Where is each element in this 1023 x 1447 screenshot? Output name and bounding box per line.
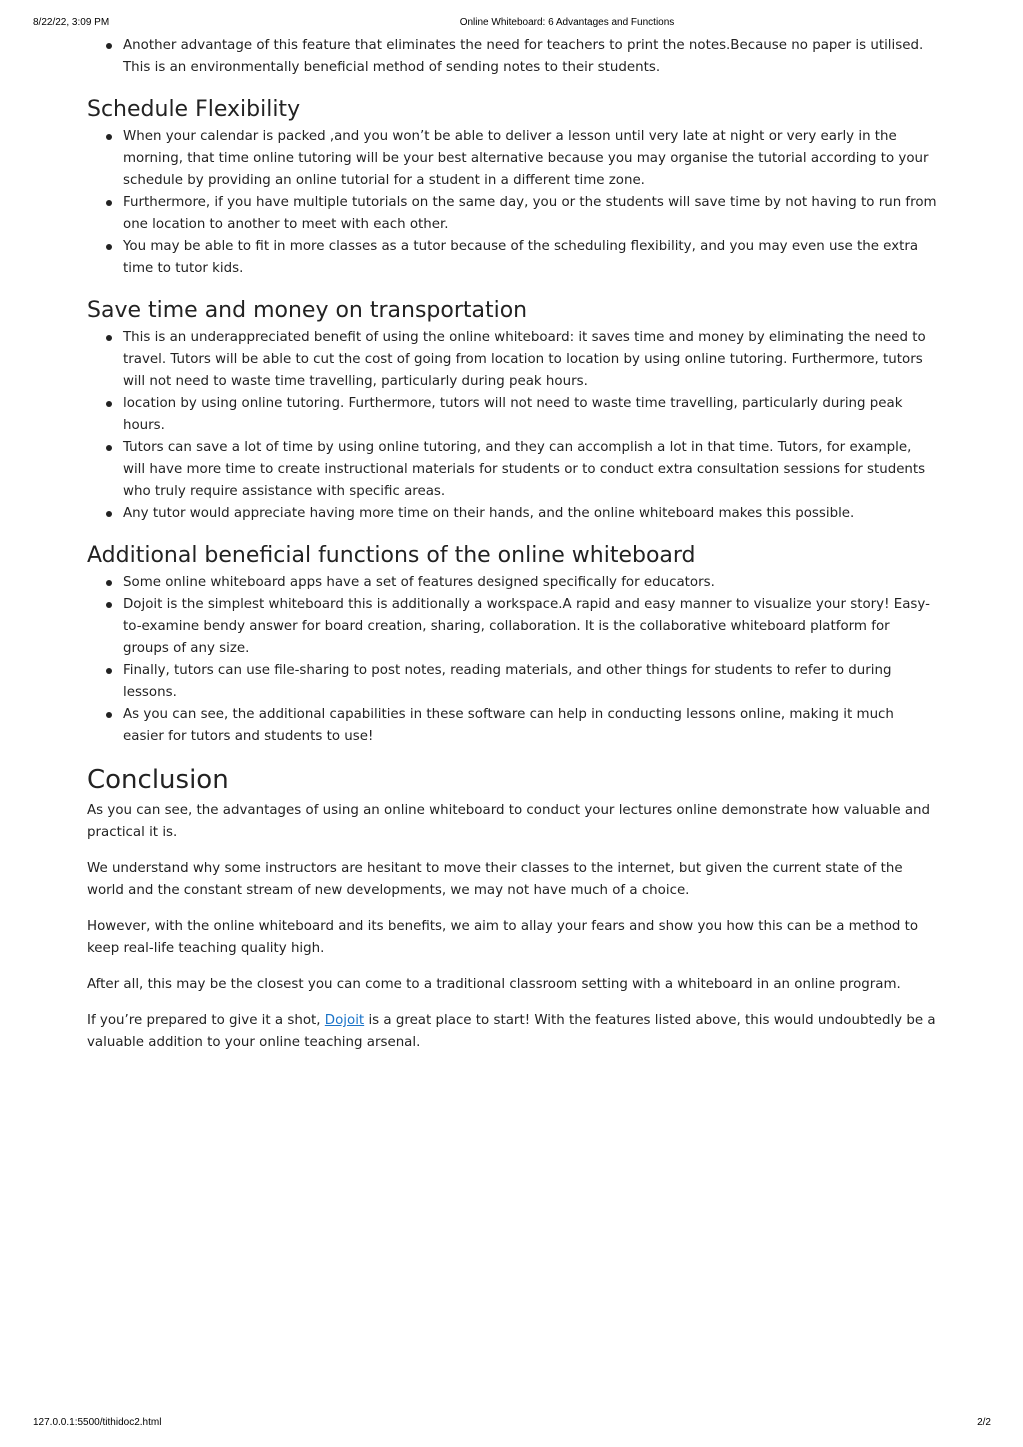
section-heading-transportation: Save time and money on transportation xyxy=(87,298,528,323)
list-item-text: Another advantage of this feature that eliminates the need for teachers to print the notes.Because no paper is utilised. This is an environmentally beneficial method of sending notes to their students. xyxy=(123,38,924,75)
bullet-icon xyxy=(106,602,112,608)
print-footer-url: 127.0.0.1:5500/tithidoc2.html xyxy=(33,1417,162,1428)
print-header-datetime: 8/22/22, 3:09 PM xyxy=(33,17,110,28)
bullet-icon xyxy=(106,200,112,206)
bullet-icon xyxy=(106,43,112,49)
list-item xyxy=(123,393,937,437)
list-item-text: As you can see, the additional capabilities in these software can help in conducting lessons online, making it much easier for tutors and students to use! xyxy=(123,707,894,744)
conclusion-paragraph: As you can see, the advantages of using an online whiteboard to conduct your lectures online demonstrate how valuable and practical it is. xyxy=(87,803,931,840)
dojoit-link[interactable]: Dojoit xyxy=(324,1013,365,1028)
bullet-icon xyxy=(106,401,112,407)
bullet-icon xyxy=(106,511,112,517)
list-item xyxy=(123,327,937,393)
bullet-icon xyxy=(106,445,112,451)
list-item-text: Some online whiteboard apps have a set of features designed specifically for educators. xyxy=(123,575,715,590)
conclusion-final-paragraph xyxy=(87,1010,937,1054)
list-item-text: location by using online tutoring. Furthermore, tutors will not need to waste time travelling, particularly during peak hours. xyxy=(123,396,903,433)
additional-functions-list xyxy=(87,572,937,748)
list-item xyxy=(123,35,937,79)
bullet-icon xyxy=(106,712,112,718)
list-item-text: Any tutor would appreciate having more time on their hands, and the online whiteboard makes this possible. xyxy=(123,506,855,521)
intro-list xyxy=(87,35,937,79)
bullet-icon xyxy=(106,134,112,140)
print-footer-page-number: 2/2 xyxy=(977,1417,991,1428)
transportation-list xyxy=(87,327,937,525)
list-item-text: When your calendar is packed ,and you won’t be able to deliver a lesson until very late at night or very early in the morning, that time online tutoring will be your best alternative because you may organise the tutorial according to your schedule by providing an online tutorial for a student in a different time zone. xyxy=(123,129,929,188)
final-paragraph-tail: is a great place to start! With the features listed above, this would undoubtedly be a valuable addition to your online teaching arsenal. xyxy=(87,1013,936,1050)
list-item xyxy=(123,503,937,525)
conclusion-paragraph: We understand why some instructors are hesitant to move their classes to the internet, but given the current state of the world and the constant stream of new developments, we may not have much of a choice. xyxy=(87,861,903,898)
bullet-icon xyxy=(106,580,112,586)
list-item xyxy=(123,572,937,594)
conclusion-paragraph: After all, this may be the closest you can come to a traditional classroom setting with a whiteboard in an online program. xyxy=(87,977,901,992)
list-item xyxy=(123,437,937,503)
list-item xyxy=(123,594,937,660)
schedule-flexibility-list xyxy=(87,126,937,280)
list-item-text: Furthermore, if you have multiple tutorials on the same day, you or the students will save time by not having to run from one location to another to meet with each other. xyxy=(123,195,937,232)
list-item xyxy=(123,660,937,704)
section-heading-schedule-flexibility: Schedule Flexibility xyxy=(87,97,301,122)
section-heading-additional-functions: Additional beneficial functions of the online whiteboard xyxy=(87,543,696,568)
bullet-icon xyxy=(106,335,112,341)
list-item-text: This is an underappreciated benefit of using the online whiteboard: it saves time and money by eliminating the need to travel. Tutors will be able to cut the cost of going from location to location by using online tutoring. Furthermore, tutors will not need to waste time travelling, particularly during peak hours. xyxy=(123,330,926,389)
conclusion-paragraph: However, with the online whiteboard and its benefits, we aim to allay your fears and show you how this can be a method to keep real-life teaching quality high. xyxy=(87,919,919,956)
print-header-title: Online Whiteboard: 6 Advantages and Functions xyxy=(459,17,675,28)
final-paragraph-lead: If you’re prepared to give it a shot, xyxy=(87,1013,325,1028)
list-item-text: Tutors can save a lot of time by using online tutoring, and they can accomplish a lot in that time. Tutors, for example, will have more time to create instructional materials for students or to conduct extra consultation sessions for students who truly require assistance with specific areas. xyxy=(123,440,926,499)
conclusion-heading: Conclusion xyxy=(87,765,229,795)
list-item xyxy=(123,192,937,236)
list-item-text: You may be able to fit in more classes as a tutor because of the scheduling flexibility, and you may even use the extra time to tutor kids. xyxy=(123,239,919,276)
bullet-icon xyxy=(106,244,112,250)
list-item-text: Dojoit is the simplest whiteboard this is additionally a workspace.A rapid and easy manner to visualize your story! Easy-to-examine bendy answer for board creation, sharing, collaboration. It is the collaborative whiteboard platform for groups of any size. xyxy=(123,597,930,656)
list-item xyxy=(123,236,937,280)
list-item xyxy=(123,704,937,748)
list-item-text: Finally, tutors can use file-sharing to post notes, reading materials, and other things for students to refer to during lessons. xyxy=(123,663,892,700)
bullet-icon xyxy=(106,668,112,674)
list-item xyxy=(123,126,937,192)
article-content xyxy=(87,35,937,1068)
